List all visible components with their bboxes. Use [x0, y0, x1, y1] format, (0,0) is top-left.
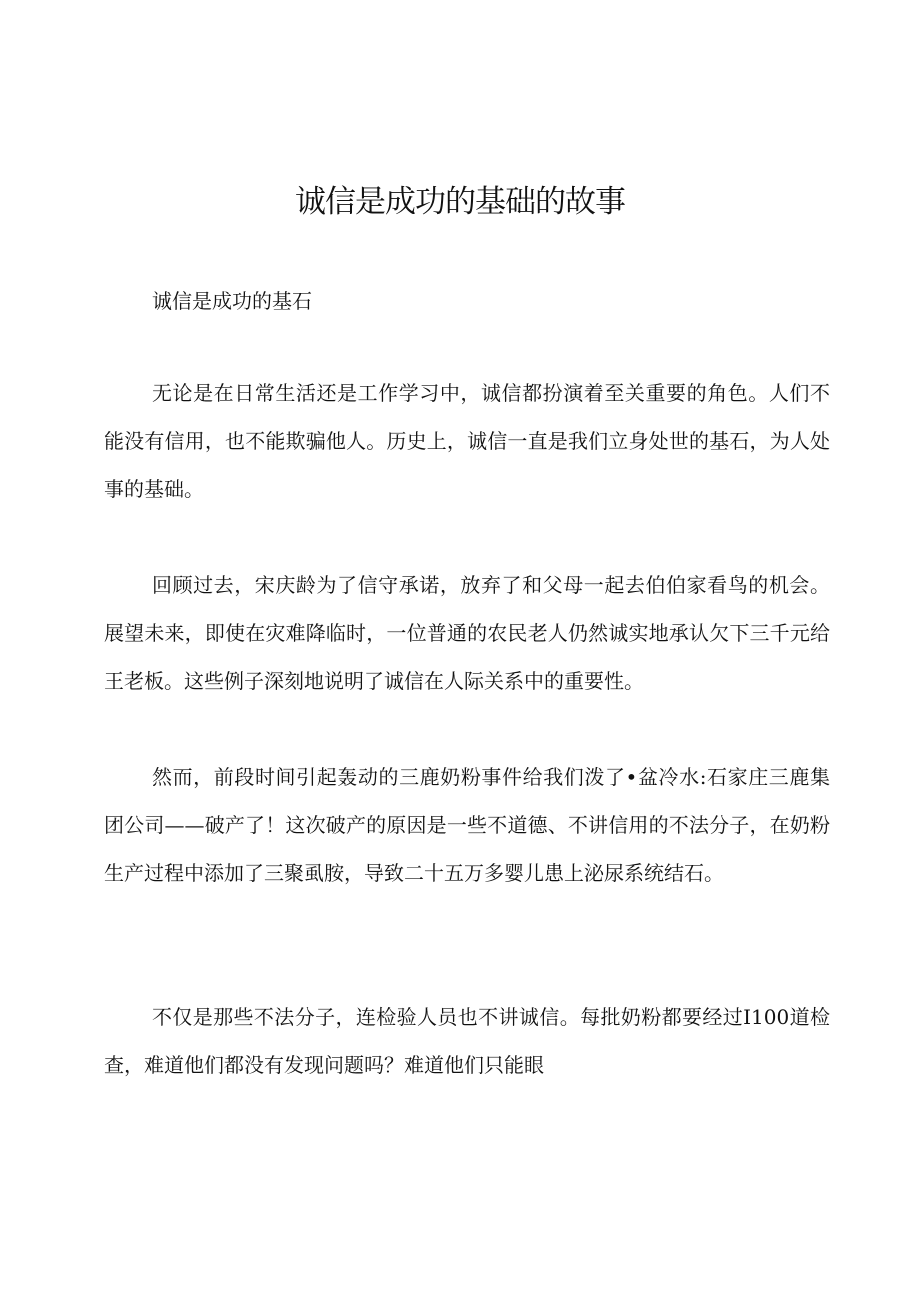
paragraph-3: 然而，前段时间引起轰动的三鹿奶粉事件给我们泼了•盆冷水:石家庄三鹿集团公司——破产了！这次破产的原因是一些不道德、不讲信用的不法分子，在奶粉生产过程中添加了三聚虱胺，导致二十五万多婴儿患上泌尿系统结石。	[104, 765, 830, 885]
document-subtitle: 诚信是成功的基石	[152, 289, 312, 313]
document-title: 诚信是成功的基础的故事	[295, 184, 625, 220]
paragraph-2: 回顾过去，宋庆龄为了信守承诺，放弃了和父母一起去伯伯家看鸟的机会。展望未来，即使在灾难降临时，一位普通的农民老人仍然诚实地承认欠下三千元给王老板。这些例子深刻地说明了诚信在人际关系中的重要性。	[104, 573, 830, 693]
paragraph-1: 无论是在日常生活还是工作学习中，诚信都扮演着至关重要的角色。人们不能没有信用，也不能欺骗他人。历史上，诚信一直是我们立身处世的基石，为人处事的基础。	[104, 381, 830, 501]
paragraph-4: 不仅是那些不法分子，连检验人员也不讲诚信。每批奶粉都要经过I100道检查，难道他们都没有发现问题吗？难道他们只能眼	[104, 1005, 830, 1077]
